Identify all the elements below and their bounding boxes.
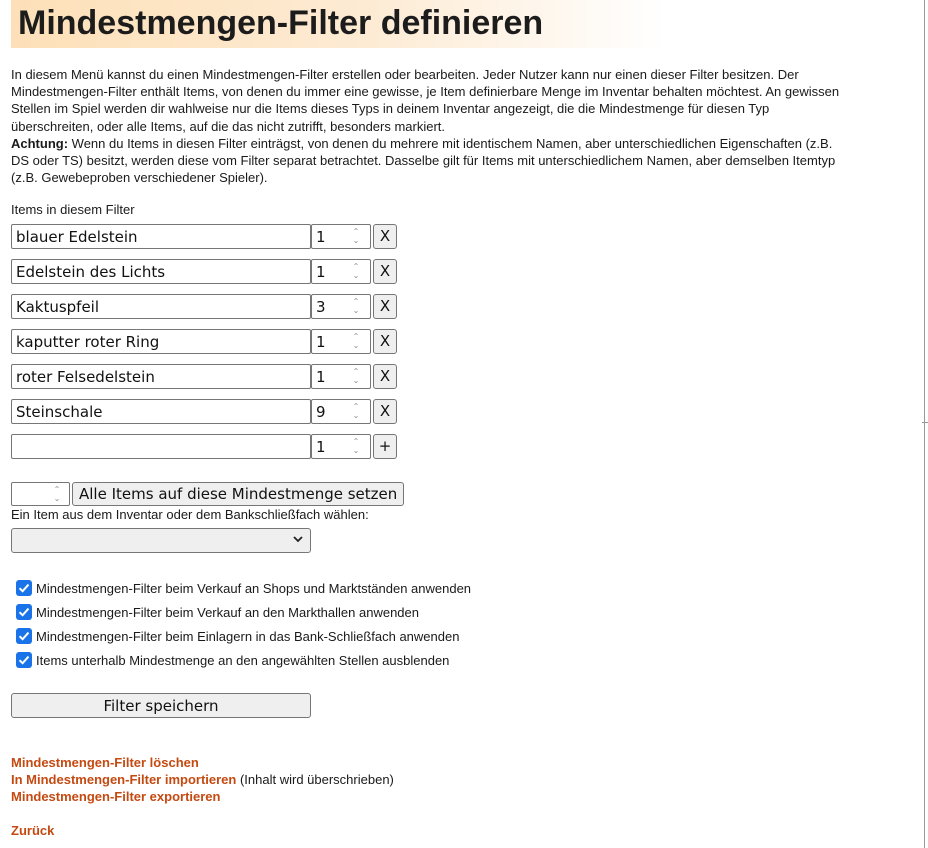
item-name-input[interactable] [11, 224, 311, 249]
option-label: Mindestmengen-Filter beim Einlagern in das Bank-Schließfach anwenden [36, 629, 460, 644]
add-item-button[interactable]: + [373, 434, 397, 459]
delete-filter-link[interactable]: Mindestmengen-Filter löschen [11, 755, 199, 770]
spinner-icon[interactable]: ⌃ ⌄ [352, 332, 360, 350]
option-label: Mindestmengen-Filter beim Verkauf an Shops und Marktständen anwenden [36, 581, 472, 596]
chevron-down-icon [293, 532, 303, 549]
warning-line [11, 135, 928, 152]
import-filter-link[interactable]: In Mindestmengen-Filter importieren [11, 772, 237, 787]
page-edge-tick [922, 422, 928, 423]
checkbox[interactable] [16, 580, 32, 596]
new-item-name-input[interactable] [11, 434, 311, 459]
filter-item-row [11, 329, 401, 354]
filter-item-row [11, 224, 401, 249]
filter-item-row [11, 399, 401, 424]
description [11, 66, 928, 186]
option-label: Items unterhalb Mindestmenge an den angewählten Stellen ausblenden [36, 653, 450, 668]
spinner-icon[interactable]: ⌃ ⌄ [352, 227, 360, 245]
option-label: Mindestmengen-Filter beim Verkauf an den Markthallen anwenden [36, 605, 419, 620]
description-line: überschreiten, oder alle Items, auf die das nicht zutrifft, besonders markiert. [11, 118, 446, 134]
spinner-icon[interactable]: ⌃ ⌄ [352, 402, 360, 420]
warning-label: Achtung: [11, 135, 69, 151]
filter-item-row [11, 294, 401, 319]
items-label: Items in diesem Filter [11, 202, 135, 217]
checkbox[interactable] [16, 628, 32, 644]
description-line: In diesem Menü kannst du einen Mindestmengen-Filter erstellen oder bearbeiten. Jeder Nutzer kann nur einen dieser Filter besitzen. Der [11, 67, 799, 82]
description-line: Mindestmengen-Filter enthält Items, von denen du immer eine gewisse, je Item definierbare Menge im Inventar behalten möchtest. An gewissen [11, 84, 840, 100]
checkbox[interactable] [16, 652, 32, 668]
item-name-input[interactable] [11, 294, 311, 319]
import-note: (Inhalt wird überschrieben) [236, 772, 394, 787]
remove-item-button[interactable]: X [373, 294, 397, 319]
spinner-icon[interactable]: ⌃ ⌄ [352, 297, 360, 315]
filter-item-row [11, 364, 401, 389]
back-link[interactable]: Zurück [11, 823, 55, 838]
item-name-input[interactable] [11, 364, 311, 389]
import-row [11, 772, 394, 787]
warning-line: (z.B. Gewebeproben verschiedener Spieler). [11, 170, 268, 186]
page-title: Mindestmengen-Filter definieren [18, 4, 544, 42]
item-picker-label: Ein Item aus dem Inventar oder dem Bankschließfach wählen: [11, 507, 369, 522]
remove-item-button[interactable]: X [373, 399, 397, 424]
checkbox[interactable] [16, 604, 32, 620]
spinner-icon[interactable]: ⌃ ⌄ [352, 262, 360, 280]
spinner-icon[interactable]: ⌃ ⌄ [352, 367, 360, 385]
description-line: Stellen im Spiel werden dir wahlweise nur die Items dieses Typs in deinem Inventar angezeigt, die die Mindestmenge für diesen Typ [11, 101, 770, 117]
remove-item-button[interactable]: X [373, 329, 397, 354]
spinner-icon[interactable]: ⌃ ⌄ [352, 437, 360, 455]
remove-item-button[interactable]: X [373, 364, 397, 389]
new-item-row [11, 434, 401, 459]
export-filter-link[interactable]: Mindestmengen-Filter exportieren [11, 789, 221, 804]
save-filter-button[interactable]: Filter speichern [11, 693, 311, 718]
warning-text: Wenn du Items in diesen Filter einträgst, von denen du mehrere mit identischem Namen, aber unterschiedlichen Eigenschaften (z.B. [68, 135, 833, 151]
item-name-input[interactable] [11, 399, 311, 424]
remove-item-button[interactable]: X [373, 224, 397, 249]
warning-line: DS oder TS) besitzt, werden diese vom Filter separat betrachtet. Dasselbe gilt für Items mit unterschiedlichem Namen, aber demselben Itemtyp [11, 153, 836, 169]
spinner-icon[interactable]: ⌃ ⌄ [53, 485, 61, 503]
item-name-input[interactable] [11, 329, 311, 354]
remove-item-button[interactable]: X [373, 259, 397, 284]
item-name-input[interactable] [11, 259, 311, 284]
set-all-button[interactable]: Alle Items auf diese Mindestmenge setzen [72, 482, 404, 506]
set-all-row [11, 482, 398, 506]
item-picker-select[interactable] [11, 528, 311, 553]
filter-item-row [11, 259, 401, 284]
